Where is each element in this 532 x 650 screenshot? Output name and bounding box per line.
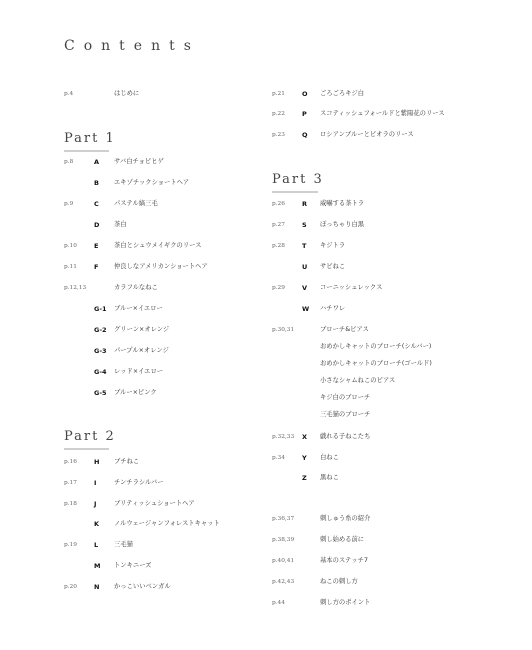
toc-letter: A [94,158,100,166]
toc-page-number: p.26 [272,201,285,207]
toc-letter: P [302,110,307,118]
toc-letter: D [94,221,100,229]
toc-title: ハチワレ [320,305,346,312]
toc-letter: X [302,433,308,441]
toc-letter: H [94,458,100,466]
toc-page-number: p.40,41 [272,558,295,564]
toc-page-number: p.8 [64,159,74,165]
toc-title: 三毛猫 [114,541,133,548]
toc-title: ブリティッシュショートヘア [114,500,195,507]
toc-title: パステル縞三毛 [114,200,158,207]
toc-letter: R [302,200,308,208]
toc-title: ねこの刺し方 [320,578,358,585]
toc-letter: G-4 [94,368,107,376]
toc-letter: E [94,242,99,250]
toc-title: 戯れる子ねこたち [320,433,371,440]
toc-title: 小さなシャムねこのピアス [320,377,396,384]
toc-title: レッド×イエロー [114,368,164,375]
toc-page-number: p.32,33 [272,434,295,440]
toc-title: ブルー×イエロー [114,305,163,312]
toc-page-number: p.16 [64,459,77,465]
toc-letter: Y [302,454,307,462]
toc-letter: N [94,583,100,591]
toc-title: パープル×オレンジ [114,347,169,354]
toc-title: 刺し方のポイント [320,599,371,606]
toc-letter: O [302,90,308,98]
toc-title: 仲良しなアメリカンショートヘア [114,263,208,270]
toc-letter: W [302,305,310,313]
toc-letter: G-1 [94,305,107,313]
contents-title: Contents [64,38,200,54]
toc-letter: M [94,562,101,570]
toc-title: スコティッシュフォールドと紫陽花のリース [320,110,445,117]
toc-title: ロシアンブルーとビオラのリース [320,131,414,138]
toc-page-number: p.23 [272,132,285,138]
toc-letter: J [94,500,97,508]
toc-page-number: p.30,31 [272,327,295,333]
part-heading: Part 3 [272,172,324,187]
toc-title: 三毛猫のブローチ [320,411,371,418]
toc-title: ブローチ&ピアス [320,326,369,333]
toc-title: おめかしキャットのブローチ(ゴールド) [320,360,432,367]
toc-title: ブルー×ピンク [114,389,157,396]
toc-title: 茶白 [114,221,127,228]
toc-page-number: p.29 [272,285,285,291]
toc-page-number: p.10 [64,243,77,249]
toc-title: おめかしキャットのブローチ(シルバー) [320,343,432,350]
toc-page-number: p.42,43 [272,579,295,585]
toc-page-number: p.38,39 [272,537,295,543]
part-heading: Part 1 [64,131,116,146]
toc-page-number: p.17 [64,480,77,486]
toc-letter: G-3 [94,347,107,355]
toc-letter: S [302,221,307,229]
toc-page-number: p.36,37 [272,516,295,522]
toc-title: ごろごろキジ白 [320,90,365,97]
toc-title: 茶白とシュウメイギクのリース [114,242,202,249]
toc-title: コーニッシュレックス [320,284,383,291]
toc-title: キジ白のブローチ [320,394,371,401]
toc-title: サビねこ [320,263,346,270]
toc-title: キジトラ [320,242,346,249]
toc-title: 基本のステッチ7 [320,557,368,564]
toc-title: カラフルなねこ [114,284,158,291]
part-heading-underline [272,191,318,193]
toc-letter: Z [302,474,307,482]
toc-page-number: p.4 [64,91,74,97]
toc-page-number: p.34 [272,455,285,461]
toc-letter: T [302,242,307,250]
toc-title: ノルウェージャンフォレストキャット [114,520,220,527]
toc-page-number: p.44 [272,600,285,606]
toc-title: はじめに [114,90,140,97]
toc-title: 黒ねこ [320,474,339,481]
toc-page-number: p.20 [64,584,77,590]
toc-page-number: p.18 [64,501,77,507]
toc-title: トンキニーズ [114,562,152,569]
toc-page-number: p.22 [272,111,285,117]
toc-title: かっこいいベンガル [114,583,171,590]
toc-title: ぽっちゃり白黒 [320,221,365,228]
toc-title: サバ白チョビヒゲ [114,158,164,165]
toc-title: グリーン×オレンジ [114,326,170,333]
part-heading-underline [64,150,109,152]
toc-letter: U [302,263,308,271]
toc-title: エキゾチックショートヘア [114,179,190,186]
toc-letter: C [94,200,99,208]
toc-letter: V [302,284,308,292]
toc-title: 威嚇する茶トラ [320,200,365,207]
part-heading: Part 2 [64,429,116,444]
toc-letter: Q [302,131,308,139]
toc-letter: K [94,520,100,528]
toc-letter: L [94,541,99,549]
toc-letter: F [94,263,99,271]
toc-title: 白ねこ [320,454,339,461]
toc-title: 刺し始める前に [320,536,365,543]
toc-letter: G-5 [94,389,107,397]
toc-title: 刺しゅう糸の紹介 [320,515,371,522]
toc-page-number: p.11 [64,264,77,270]
toc-letter: G-2 [94,326,107,334]
toc-page-number: p.27 [272,222,285,228]
toc-page-number: p.28 [272,243,285,249]
toc-page-number: p.21 [272,91,285,97]
toc-page-number: p.9 [64,201,74,207]
toc-letter: I [94,479,97,487]
toc-letter: B [94,179,99,187]
part-heading-underline [64,448,109,450]
toc-page-number: p.19 [64,542,77,548]
toc-title: ブチねこ [114,458,140,465]
toc-title: チンチラシルバー [114,479,164,486]
toc-page-number: p.12,13 [64,285,87,291]
